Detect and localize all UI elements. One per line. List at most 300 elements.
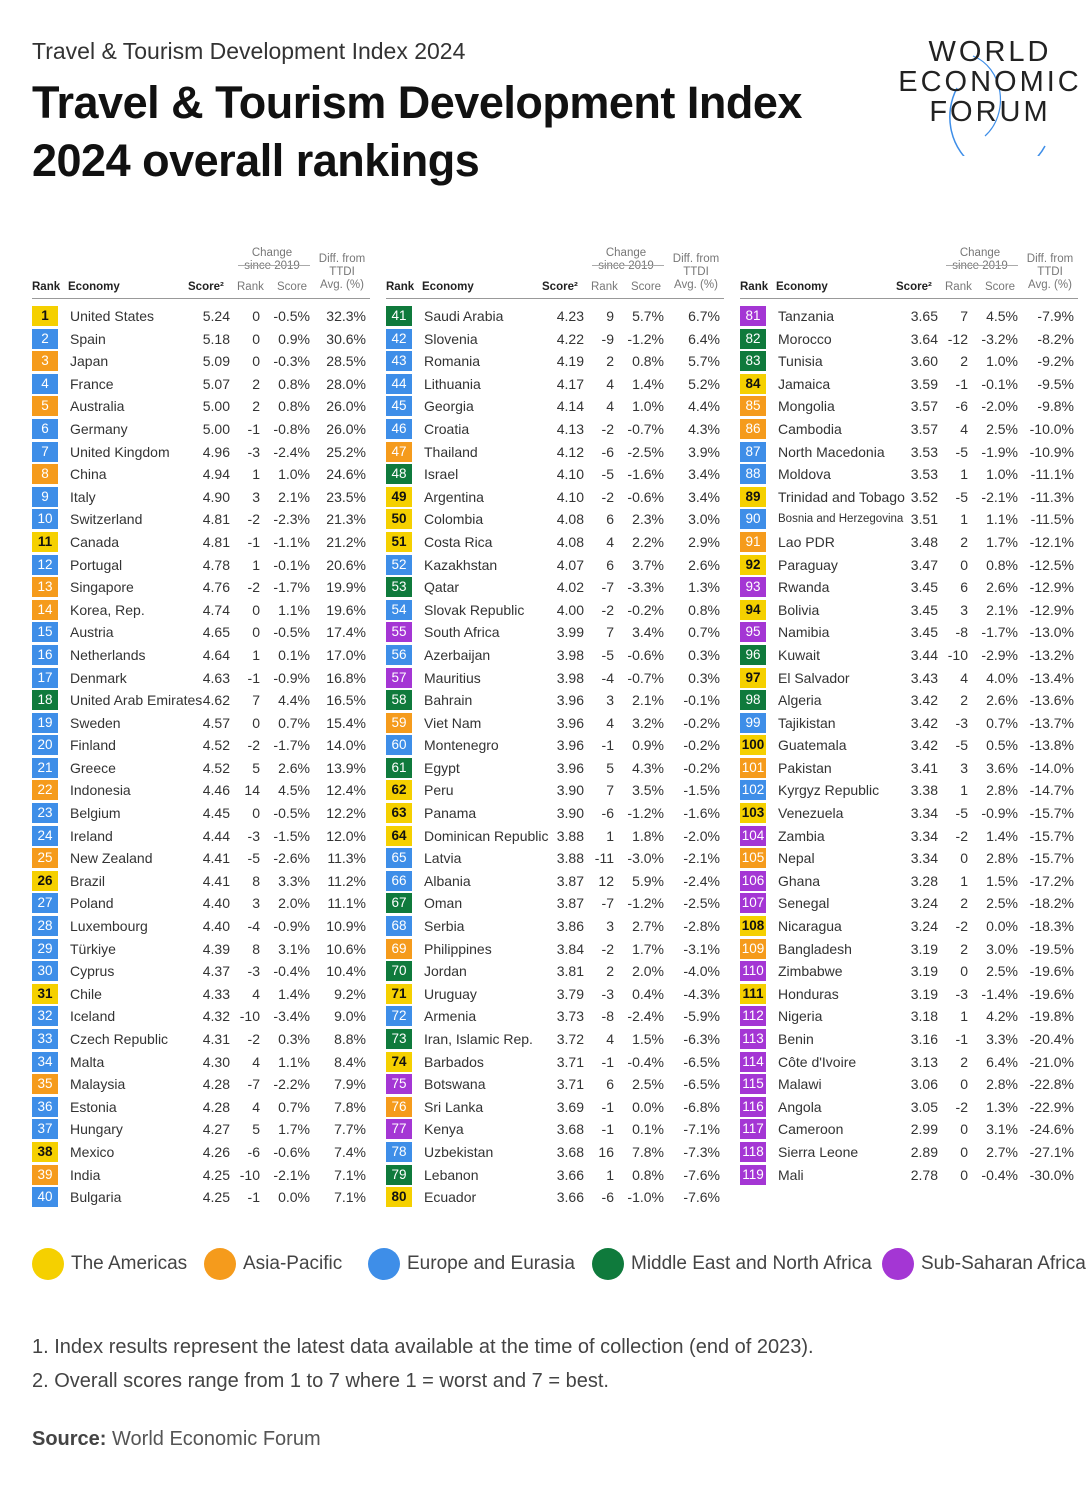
rank-change-value: 0 [960,1143,968,1160]
table-row [32,350,370,373]
score-value: 3.45 [910,601,938,618]
table-row [386,915,724,938]
score-change-value: 4.5% [278,782,310,799]
table-row [740,328,1078,351]
score-change-value: 0.0% [986,918,1018,935]
economy-name: Bahrain [424,692,473,709]
economy-name: Sri Lanka [424,1098,484,1115]
rank-badge: 65 [386,848,412,868]
score-change-value: 3.7% [632,556,664,573]
score-value: 4.08 [556,533,584,550]
table-row [740,667,1078,690]
economy-name: Jordan [424,963,467,980]
score-value: 4.26 [202,1143,230,1160]
economy-name: Lithuania [424,375,481,392]
rank-badge: 32 [32,1006,58,1026]
rank-badge: 5 [32,396,58,416]
score-value: 4.22 [556,330,584,347]
economy-name: Nepal [778,850,815,867]
diff-avg-value: 6.7% [688,308,720,324]
score-value: 4.40 [202,918,230,935]
score-value: 4.41 [202,850,230,867]
rank-change-value: 0 [252,624,260,641]
score-change-header: Score [277,281,308,293]
economy-name: Tanzania [778,308,835,324]
table-row [32,779,370,802]
diff-avg-value: 4.3% [688,420,720,437]
economy-name: United Kingdom [70,443,170,460]
economy-name: Slovak Republic [424,601,525,618]
rank-change-value: -2 [247,511,260,528]
economy-name: South Africa [424,624,500,641]
score-change-value: 1.0% [278,466,310,483]
score-value: 5.09 [202,353,230,370]
rank-change-value: -1 [955,1031,968,1047]
rank-badge: 72 [386,1006,412,1026]
source-text: World Economic Forum [106,1428,321,1450]
table-row [32,1186,370,1209]
score-change-value: -2.0% [981,398,1018,415]
score-value: 4.45 [202,805,230,822]
score-change-value: 3.2% [632,714,664,731]
economy-name: Uzbekistan [424,1143,494,1160]
table-row [386,418,724,441]
diff-avg-value: -11.1% [1030,466,1074,483]
diff-avg-value: -2.4% [683,872,720,889]
score-value: 3.98 [556,646,584,663]
score-value: 3.87 [556,895,584,912]
rank-change-value: 4 [606,1031,614,1047]
score-change-value: 2.7% [986,1143,1018,1160]
diff-avg-value: -6.5% [683,1053,720,1070]
table-row [740,441,1078,464]
score-change-value: 2.0% [632,963,664,980]
table-row [32,757,370,780]
score-value: 3.88 [556,827,584,844]
rank-badge: 31 [32,984,58,1004]
rank-change-value: 12 [598,872,614,889]
score-value: 4.08 [556,511,584,528]
rank-badge: 68 [386,916,412,936]
score-value: 3.44 [910,646,938,663]
rank-change-value: -10 [947,646,968,663]
diff-avg-value: 5.2% [688,375,720,392]
score-change-value: -1.9% [981,443,1018,460]
rank-badge: 79 [386,1165,412,1185]
economy-name: Czech Republic [70,1031,169,1047]
score-change-value: 0.7% [986,714,1018,731]
table-row [740,734,1078,757]
score-change-value: 0.9% [278,330,310,347]
score-value: 4.41 [202,872,230,889]
table-row [740,373,1078,396]
score-change-value: 2.6% [986,692,1018,709]
score-value: 4.81 [202,533,230,550]
table-row [740,1164,1078,1187]
rank-badge: 93 [740,577,766,597]
score-value: 3.96 [556,737,584,754]
score-change-value: -3.0% [627,850,664,867]
table-row [386,734,724,757]
score-value: 4.37 [202,963,230,980]
table-header [386,243,724,299]
diff-avg-value: -2.1% [683,850,720,867]
score-value: 3.45 [910,624,938,641]
diff-avg-value: -19.6% [1029,985,1074,1002]
score-change-value: 0.7% [278,1098,310,1115]
economy-name: Peru [424,782,454,799]
legend-dot-icon [204,1248,236,1280]
score-value: 3.24 [910,918,938,935]
score-change-value: 2.3% [632,511,664,528]
rank-change-value: 8 [252,940,260,957]
table-row [32,734,370,757]
table-row [386,712,724,735]
rank-change-value: -3 [247,963,260,980]
score-change-value: 0.0% [278,1189,310,1206]
table-row [740,1073,1078,1096]
rank-badge: 69 [386,939,412,959]
score-change-value: 1.7% [278,1121,310,1138]
rank-change-header: Rank [591,281,618,293]
economy-name: Oman [424,895,463,912]
economy-name: Slovenia [424,330,478,347]
diff-avg-value: -4.3% [683,985,720,1002]
economy-name: Namibia [778,624,830,641]
score-value: 4.17 [556,375,584,392]
score-value: 4.19 [556,353,584,370]
table-row [32,1073,370,1096]
economy-name: Belgium [70,805,121,822]
score-value: 2.89 [910,1143,938,1160]
economy-name: Mexico [70,1143,115,1160]
score-change-value: 0.8% [278,375,310,392]
legend-label: Asia-Pacific [243,1253,343,1274]
economy-name: Korea, Rep. [70,601,145,618]
economy-name: Angola [778,1098,822,1115]
score-change-value: 0.8% [278,398,310,415]
score-change-value: 1.1% [986,511,1018,528]
rank-badge: 58 [386,690,412,710]
table-row [386,373,724,396]
economy-name: Italy [70,488,96,505]
rank-badge: 82 [740,329,766,349]
table-row [740,1096,1078,1119]
rank-change-value: -3 [247,827,260,844]
rank-badge: 118 [740,1142,766,1162]
table-row [740,1118,1078,1141]
diff-avg-value: 16.5% [326,692,366,709]
table-row [386,621,724,644]
table-row [740,689,1078,712]
rank-change-value: -2 [955,918,968,935]
table-row [32,802,370,825]
legend [32,1248,1092,1282]
rank-badge: 83 [740,351,766,371]
economy-name: Chile [70,985,102,1002]
economy-name: Thailand [424,443,478,460]
rank-change-value: 7 [606,782,614,799]
rank-badge: 95 [740,622,766,642]
rank-change-value: 2 [960,895,968,912]
economy-name: Zimbabwe [778,963,843,980]
diff-avg-value: 12.4% [326,782,366,799]
economy-name: Lao PDR [778,533,835,550]
diff-avg-value: -1.5% [683,782,720,799]
rank-change-value: 1 [960,466,968,483]
rank-badge: 14 [32,600,58,620]
rank-badge: 60 [386,735,412,755]
rank-change-value: 6 [606,1076,614,1093]
score-value: 3.51 [910,511,938,528]
rank-badge: 3 [32,351,58,371]
diff-header: Diff. from TTDI Avg. (%) [672,253,720,291]
rank-change-value: 2 [960,533,968,550]
diff-avg-value: 7.9% [334,1076,366,1093]
table-row [386,576,724,599]
rank-badge: 102 [740,780,766,800]
table-row [740,938,1078,961]
economy-name: Barbados [424,1053,484,1070]
table-row [32,305,370,328]
rank-badge: 23 [32,803,58,823]
diff-avg-value: 32.3% [326,308,366,324]
economy-name: Venezuela [778,805,844,822]
score-change-value: 2.1% [986,601,1018,618]
diff-avg-value: 1.3% [688,579,720,596]
rank-change-value: 1 [606,827,614,844]
diff-avg-value: 9.2% [334,985,366,1002]
score-value: 3.42 [910,737,938,754]
score-value: 4.46 [202,782,230,799]
score-value: 4.74 [202,601,230,618]
economy-name: Bulgaria [70,1189,122,1206]
diff-avg-value: 0.3% [688,669,720,686]
economy-name: Portugal [70,556,123,573]
score-value: 3.43 [910,669,938,686]
diff-avg-value: -21.0% [1029,1053,1074,1070]
rank-change-value: -3 [955,985,968,1002]
score-value: 4.65 [202,624,230,641]
rank-badge: 40 [32,1187,58,1207]
rank-badge: 75 [386,1074,412,1094]
table-row [386,463,724,486]
legend-label: Middle East and North Africa [631,1253,872,1274]
change-group-header: Change since 2019 [952,247,1008,272]
score-change-value: 4.3% [632,759,664,776]
score-value: 3.64 [910,330,938,347]
rank-change-value: 2 [606,353,614,370]
economy-name: Ecuador [424,1189,477,1206]
table-row [386,1005,724,1028]
score-value: 3.47 [910,556,938,573]
score-value: 3.90 [556,782,584,799]
table-row [386,870,724,893]
rank-badge: 111 [740,984,766,1004]
diff-avg-value: -2.0% [683,827,720,844]
title-line-2: 2024 overall rankings [32,135,480,186]
rank-badge: 44 [386,374,412,394]
economy-name: Kyrgyz Republic [778,782,880,799]
rank-change-value: -1 [247,420,260,437]
score-change-value: 3.1% [278,940,310,957]
score-value: 3.48 [910,533,938,550]
diff-avg-value: -1.6% [683,805,720,822]
rank-badge: 78 [386,1142,412,1162]
economy-name: China [70,466,107,483]
table-row [740,531,1078,554]
score-change-value: 1.4% [278,985,310,1002]
diff-avg-value: 24.6% [326,466,366,483]
economy-name: Singapore [70,579,134,596]
rank-change-value: -5 [955,737,968,754]
score-value: 4.81 [202,511,230,528]
rank-change-value: 0 [960,850,968,867]
rank-badge: 88 [740,464,766,484]
rank-badge: 52 [386,555,412,575]
source-label: Source: [32,1428,107,1450]
table-row [386,960,724,983]
rank-change-value: -8 [601,1008,614,1025]
score-value: 3.53 [910,443,938,460]
rank-badge: 2 [32,329,58,349]
diff-avg-value: -18.2% [1029,895,1074,912]
rank-badge: 112 [740,1006,766,1026]
table-row [740,486,1078,509]
table-row [740,870,1078,893]
score-value: 4.96 [202,443,230,460]
economy-name: France [70,375,114,392]
score-change-value: 1.7% [986,533,1018,550]
economy-name: Georgia [424,398,474,415]
score-value: 3.68 [556,1121,584,1138]
economy-name: Costa Rica [424,533,493,550]
diff-avg-value: -20.4% [1029,1031,1074,1047]
score-value: 3.34 [910,805,938,822]
diff-avg-value: -13.0% [1029,624,1074,641]
rank-change-value: 2 [252,398,260,415]
rank-badge: 42 [386,329,412,349]
rank-badge: 15 [32,622,58,642]
rank-change-value: -5 [601,466,614,483]
rank-badge: 49 [386,487,412,507]
score-change-value: -0.6% [627,646,664,663]
score-value: 3.42 [910,714,938,731]
score-change-value: -1.6% [627,466,664,483]
rank-change-value: 4 [252,1053,260,1070]
table-row [386,779,724,802]
score-value: 4.64 [202,646,230,663]
table-row [32,825,370,848]
legend-label: The Americas [71,1253,188,1274]
score-value: 5.24 [202,308,230,324]
change-group-header: Change since 2019 [598,247,654,272]
rank-header: Rank [740,281,769,293]
rank-badge: 22 [32,780,58,800]
rank-badge: 109 [740,939,766,959]
score-change-value: -2.4% [627,1008,664,1025]
rank-badge: 90 [740,509,766,529]
diff-avg-value: 5.7% [688,353,720,370]
score-value: 4.90 [202,488,230,505]
rank-badge: 107 [740,893,766,913]
diff-avg-value: -9.2% [1037,353,1074,370]
rank-badge: 66 [386,871,412,891]
table-header [32,243,370,299]
table-row [386,599,724,622]
score-change-value: 5.7% [632,308,664,324]
score-value: 3.45 [910,579,938,596]
score-value: 4.94 [202,466,230,483]
table-row [740,825,1078,848]
score-change-value: 2.8% [986,782,1018,799]
rank-change-value: 1 [606,1166,614,1183]
score-value: 3.84 [556,940,584,957]
score-value: 3.98 [556,669,584,686]
score-value: 4.57 [202,714,230,731]
diff-avg-value: -4.0% [683,963,720,980]
diff-avg-value: -0.2% [683,714,720,731]
economy-name: India [70,1166,101,1183]
rank-change-value: -11 [594,850,614,867]
score-value: 3.53 [910,466,938,483]
change-group-rule [238,265,310,266]
economy-name: Latvia [424,850,462,867]
rank-change-value: 4 [606,375,614,392]
score-value: 4.33 [202,985,230,1002]
table-row [32,915,370,938]
rank-badge: 17 [32,668,58,688]
table-row [386,1164,724,1187]
rank-change-value: -3 [955,714,968,731]
score-change-value: 1.8% [632,827,664,844]
rank-badge: 35 [32,1074,58,1094]
rank-change-value: 6 [960,579,968,596]
rank-change-value: 4 [252,985,260,1002]
diff-avg-value: 0.7% [688,624,720,641]
diff-avg-value: -12.1% [1029,533,1074,550]
rank-badge: 57 [386,668,412,688]
diff-avg-value: 26.0% [326,420,366,437]
table-row [32,712,370,735]
score-change-value: -0.5% [273,805,310,822]
score-value: 4.14 [556,398,584,415]
rank-badge: 1 [32,306,58,326]
rank-change-value: -7 [601,579,614,596]
score-change-value: -0.6% [273,1143,310,1160]
score-change-value: -0.4% [273,963,310,980]
table-row [740,350,1078,373]
economy-name: Moldova [778,466,831,483]
ranking-column-2 [386,243,724,1209]
rank-badge: 84 [740,374,766,394]
economy-name: Paraguay [778,556,838,573]
score-change-value: -3.2% [981,330,1018,347]
diff-avg-value: 25.2% [326,443,366,460]
diff-avg-value: 28.0% [326,375,366,392]
rank-badge: 104 [740,826,766,846]
rank-badge: 20 [32,735,58,755]
score-value: 3.34 [910,827,938,844]
rank-change-value: -6 [601,805,614,822]
rank-badge: 10 [32,509,58,529]
rank-badge: 103 [740,803,766,823]
table-row [386,938,724,961]
table-row [740,915,1078,938]
economy-name: Serbia [424,918,465,935]
diff-avg-value: 16.8% [326,669,366,686]
score-change-value: 2.5% [632,1076,664,1093]
